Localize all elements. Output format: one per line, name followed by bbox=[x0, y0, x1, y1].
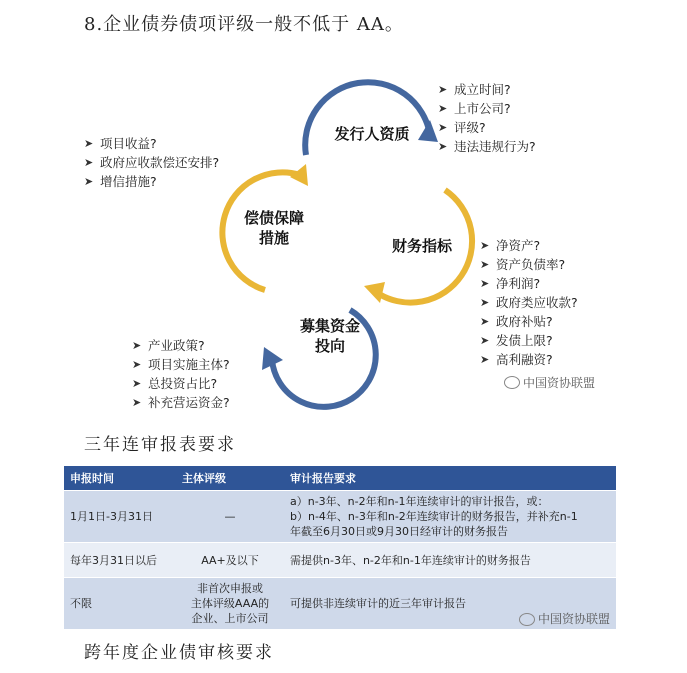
fund-label-line-2: 投向 bbox=[314, 337, 345, 355]
arrow-icon: ➤ bbox=[132, 396, 142, 409]
table-cell: AA+及以下 bbox=[176, 543, 284, 578]
list-item-text: 净利润? bbox=[496, 276, 541, 291]
list-item-text: 产业政策? bbox=[148, 338, 205, 353]
column-header: 主体评级 bbox=[176, 466, 284, 491]
arrow-icon: ➤ bbox=[84, 156, 94, 169]
finance-label-line: 财务指标 bbox=[391, 237, 452, 255]
column-header: 申报时间 bbox=[64, 466, 176, 491]
watermark-text: 中国资协联盟 bbox=[537, 612, 610, 626]
table-row bbox=[64, 491, 616, 543]
guarantee-circle-label bbox=[224, 208, 324, 248]
section-title-cross-year: 跨年度企业债审核要求 bbox=[84, 643, 274, 663]
issuance-requirements-diagram bbox=[0, 60, 687, 420]
arrow-icon: ➤ bbox=[480, 353, 490, 366]
arrow-icon: ➤ bbox=[84, 175, 94, 188]
list-item-text: 上市公司? bbox=[454, 101, 511, 116]
cell-line: 需提供n-3年、n-2年和n-1年连续审计的财务报告 bbox=[290, 553, 531, 567]
table-row bbox=[64, 578, 616, 630]
arrow-icon: ➤ bbox=[480, 334, 490, 347]
table-cell bbox=[284, 491, 616, 543]
list-item-text: 净资产? bbox=[496, 238, 541, 253]
cell-line: 可提供非连续审计的近三年审计报告 bbox=[290, 597, 466, 610]
list-item-text: 发债上限? bbox=[496, 333, 553, 348]
table-cell: 每年3月31日以后 bbox=[64, 543, 176, 578]
list-item bbox=[84, 134, 219, 153]
list-item-text: 总投资占比? bbox=[148, 376, 218, 391]
cell-line: a）n-3年、n-2年和n-1年连续审计的审计报告，或： bbox=[290, 495, 549, 508]
list-item-text: 高利融资? bbox=[496, 352, 553, 367]
arrow-icon: ➤ bbox=[480, 258, 490, 271]
fund-bullet-list bbox=[132, 336, 230, 412]
table-row bbox=[64, 543, 616, 578]
table-cell: 1月1日-3月31日 bbox=[64, 491, 176, 543]
cell-line: 年截至6月30日或9月30日经审计的财务报告 bbox=[290, 525, 508, 538]
cell-line: 企业、上市公司 bbox=[191, 612, 269, 625]
list-item-text: 违法违规行为? bbox=[454, 139, 536, 154]
list-item-text: 增信措施? bbox=[100, 174, 157, 189]
list-item bbox=[132, 355, 230, 374]
guarantee-label-line-2: 措施 bbox=[258, 229, 289, 247]
list-item bbox=[84, 172, 219, 191]
cell-line: 非首次申报或 bbox=[197, 582, 263, 595]
list-item bbox=[480, 255, 578, 274]
table-cell bbox=[284, 543, 616, 578]
arrow-icon: ➤ bbox=[438, 102, 448, 115]
table-watermark bbox=[519, 612, 610, 627]
arrow-icon: ➤ bbox=[438, 140, 448, 153]
arrow-icon: ➤ bbox=[132, 339, 142, 352]
list-item bbox=[480, 312, 578, 331]
cell-line: b）n-4年、n-3年和n-2年连续审计的财务报告，并补充n-1 bbox=[290, 510, 578, 523]
arrow-icon: ➤ bbox=[480, 296, 490, 309]
list-item bbox=[438, 118, 536, 137]
fund-circle-label bbox=[280, 316, 380, 356]
guarantee-bullet-list bbox=[84, 134, 219, 191]
arrow-icon: ➤ bbox=[84, 137, 94, 150]
list-item-text: 项目实施主体? bbox=[148, 357, 230, 372]
list-item bbox=[480, 350, 578, 369]
issuer-bullet-list bbox=[438, 80, 536, 156]
table-cell bbox=[176, 578, 284, 630]
list-item bbox=[132, 336, 230, 355]
finance-circle-label bbox=[372, 236, 472, 256]
arrow-icon: ➤ bbox=[480, 277, 490, 290]
circle-diagram-graphic bbox=[0, 60, 687, 420]
list-item bbox=[132, 393, 230, 412]
arrow-icon: ➤ bbox=[438, 121, 448, 134]
list-item-text: 评级? bbox=[454, 120, 486, 135]
table-cell bbox=[284, 578, 616, 630]
audit-requirements-table bbox=[64, 466, 616, 629]
issuer-circle-label bbox=[322, 124, 422, 144]
arrow-icon: ➤ bbox=[480, 239, 490, 252]
list-item bbox=[438, 99, 536, 118]
list-item bbox=[480, 236, 578, 255]
list-item bbox=[480, 331, 578, 350]
table-header-row bbox=[64, 466, 616, 491]
list-item-text: 成立时间? bbox=[454, 82, 511, 97]
list-item bbox=[438, 137, 536, 156]
list-item bbox=[480, 274, 578, 293]
issuer-label-line: 发行人资质 bbox=[334, 125, 410, 143]
guarantee-label-line-1: 偿债保障 bbox=[243, 209, 304, 227]
finance-bullet-list bbox=[480, 236, 578, 369]
cell-line: 主体评级AAA的 bbox=[190, 597, 270, 610]
issuer-circle bbox=[305, 82, 438, 155]
section-title-audit: 三年连审报表要求 bbox=[84, 435, 236, 455]
column-header: 审计报告要求 bbox=[284, 466, 616, 491]
list-item bbox=[480, 293, 578, 312]
arrow-icon: ➤ bbox=[132, 377, 142, 390]
arrow-icon: ➤ bbox=[480, 315, 490, 328]
list-item-text: 补充营运资金? bbox=[148, 395, 230, 410]
table-cell: 不限 bbox=[64, 578, 176, 630]
list-item-text: 政府补贴? bbox=[496, 314, 553, 329]
list-item-text: 项目收益? bbox=[100, 136, 157, 151]
list-item bbox=[132, 374, 230, 393]
list-item bbox=[438, 80, 536, 99]
arrow-icon: ➤ bbox=[132, 358, 142, 371]
page-heading: 8.企业债券债项评级一般不低于 AA。 bbox=[84, 14, 404, 35]
table-cell: — bbox=[176, 491, 284, 543]
wechat-icon bbox=[504, 376, 520, 389]
list-item bbox=[84, 153, 219, 172]
watermark bbox=[504, 374, 595, 391]
watermark-text: 中国资协联盟 bbox=[523, 376, 596, 390]
list-item-text: 资产负债率? bbox=[496, 257, 566, 272]
wechat-icon bbox=[519, 613, 535, 626]
fund-label-line-1: 募集资金 bbox=[299, 317, 360, 335]
list-item-text: 政府应收款偿还安排? bbox=[100, 155, 220, 170]
arrow-icon: ➤ bbox=[438, 83, 448, 96]
list-item-text: 政府类应收款? bbox=[496, 295, 578, 310]
